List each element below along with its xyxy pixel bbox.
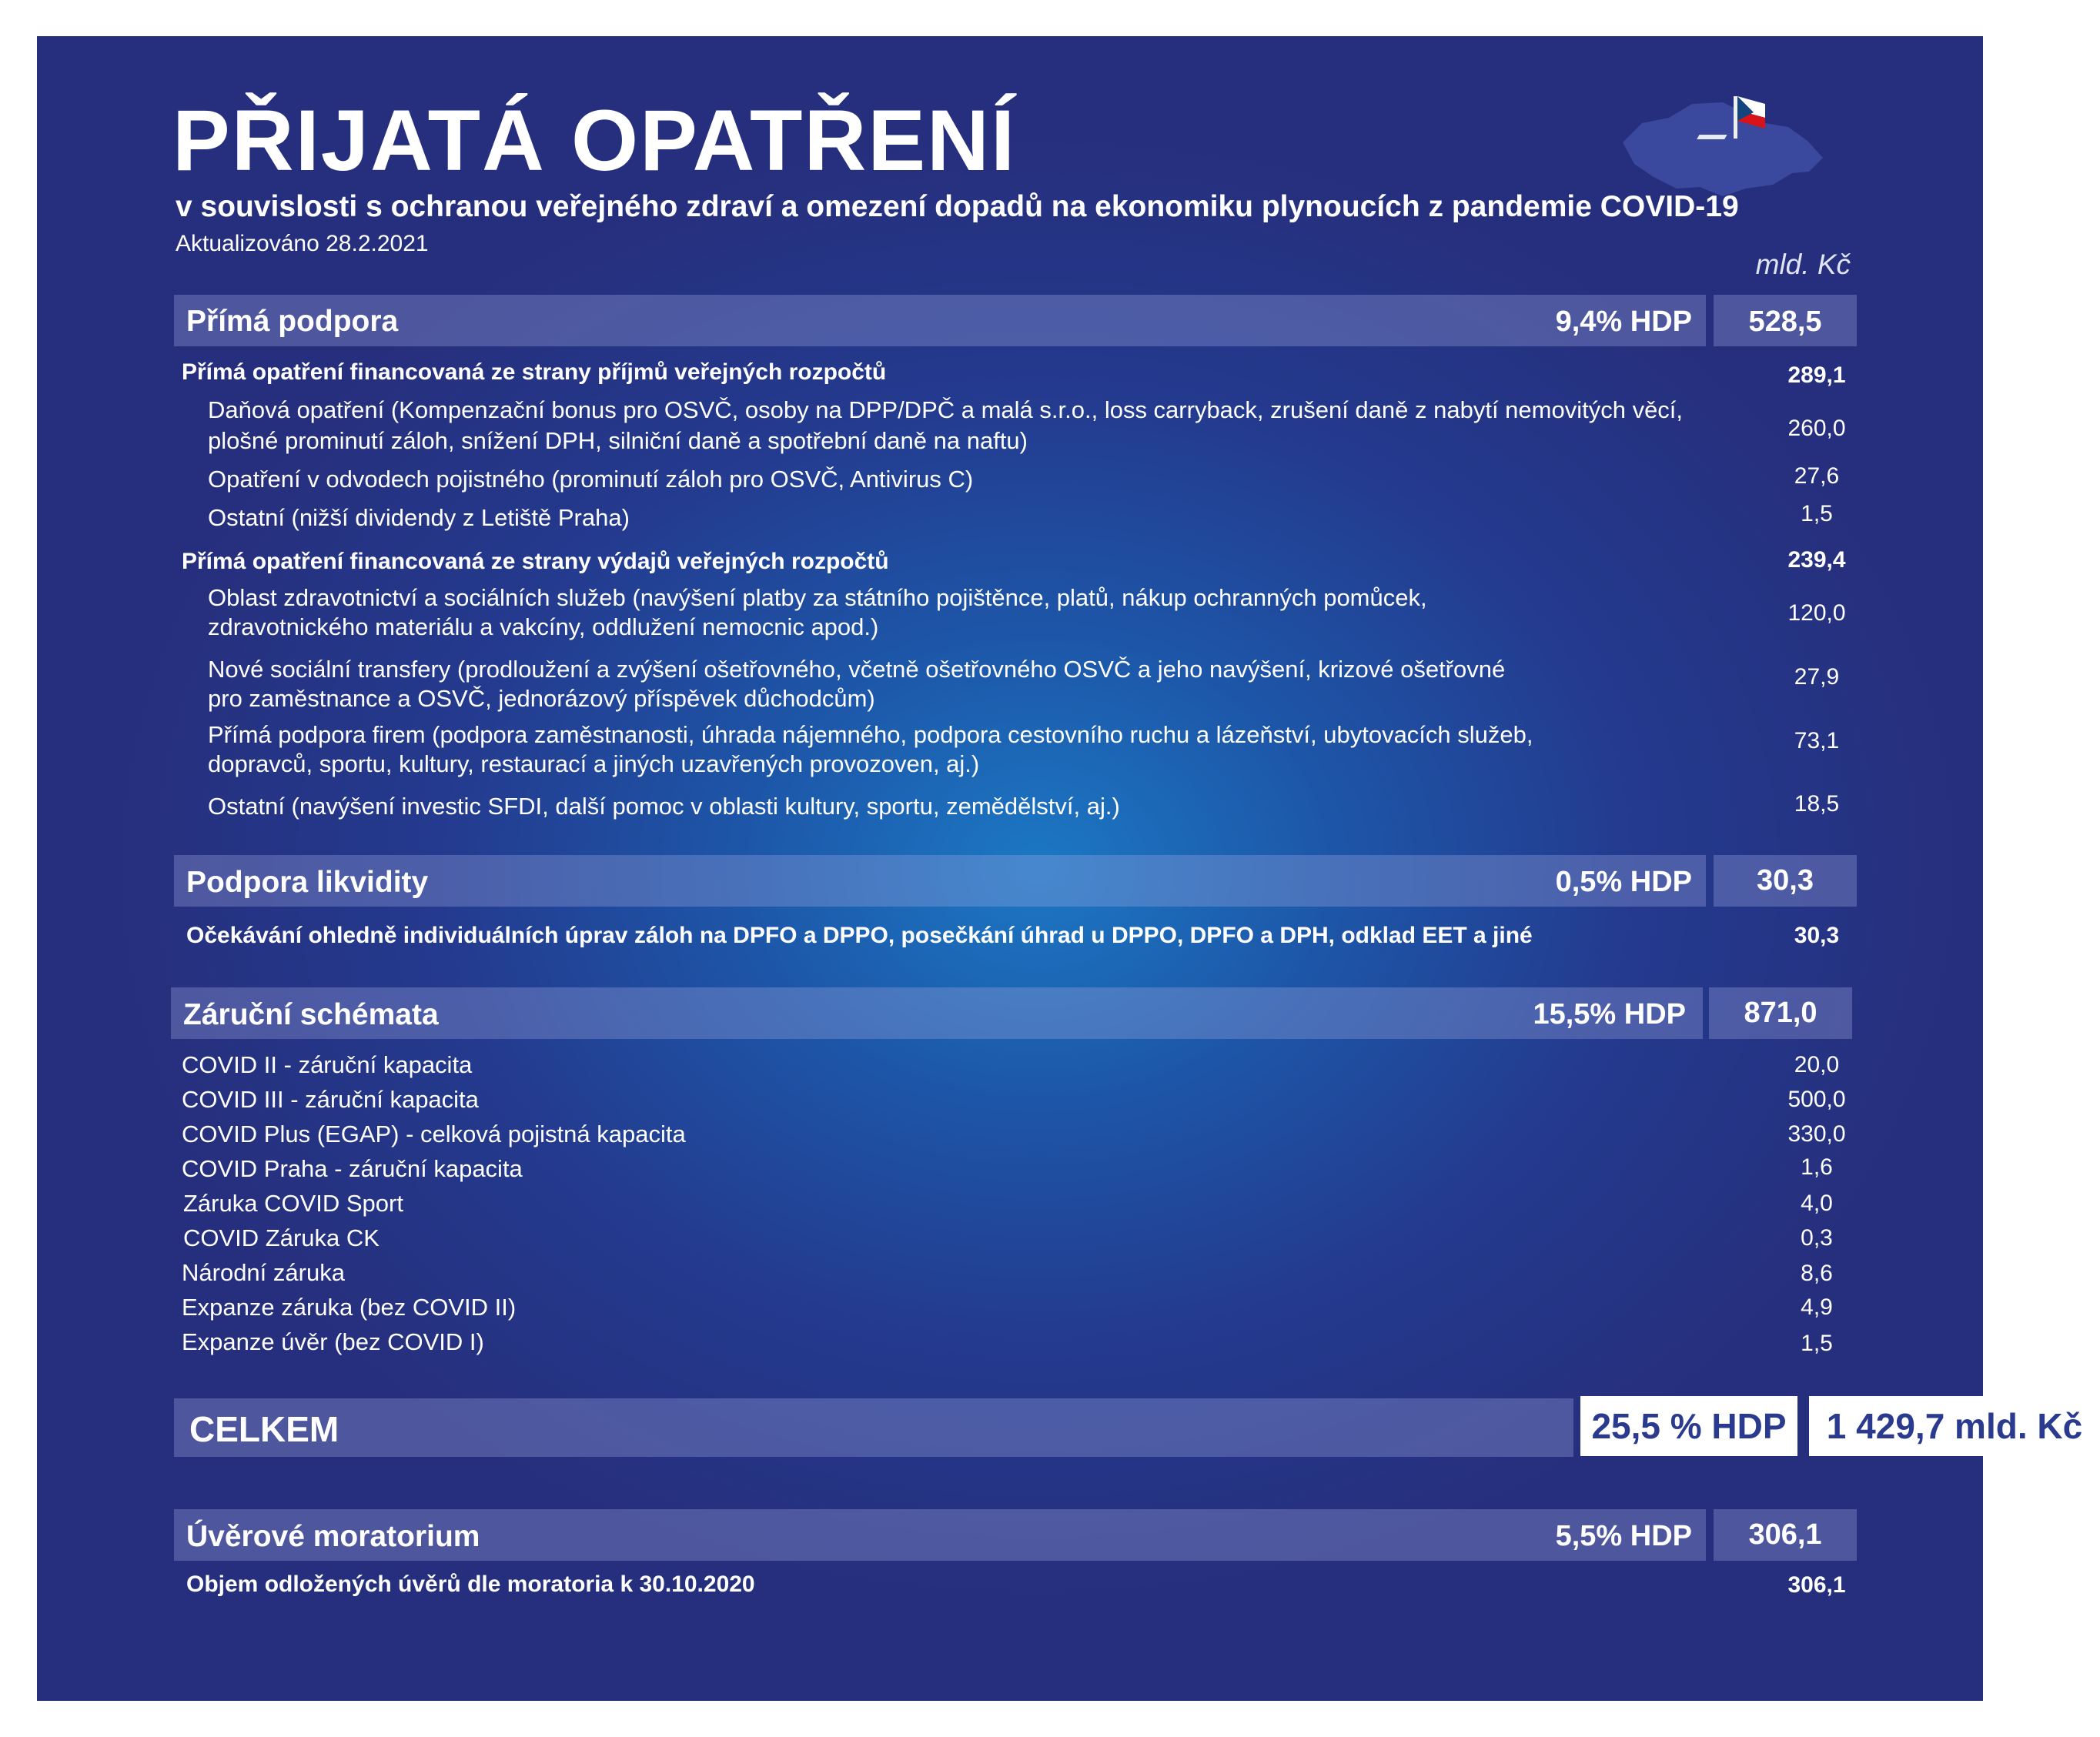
liquidity-value: 30,3: [1757, 864, 1814, 897]
guarantee-item-label: COVID II - záruční kapacita: [182, 1051, 473, 1078]
moratorium-title: Úvěrové moratorium: [186, 1520, 480, 1553]
liquidity-title: Podpora likvidity: [186, 866, 429, 899]
guarantees-title: Záruční schémata: [183, 998, 439, 1031]
guarantee-item-value: 1,6: [1801, 1154, 1833, 1180]
guarantees-hdp: 15,5% HDP: [1533, 998, 1686, 1031]
revenue-item-line: Ostatní (nižší dividendy z Letiště Praha): [208, 504, 630, 531]
total-title: CELKEM: [189, 1409, 339, 1449]
guarantee-item-label: COVID Záruka CK: [183, 1224, 380, 1251]
total-value-box: 1 429,7 mld. Kč: [1809, 1396, 2100, 1456]
expense-item-value: 18,5: [1794, 791, 1840, 817]
revenue-item-value: 260,0: [1787, 416, 1846, 441]
expense-item-line: dopravců, sportu, kultury, restaurací a jiných uzavřených provozoven, aj.): [208, 750, 980, 777]
guarantee-item-label: COVID Plus (EGAP) - celková pojistná kapacita: [182, 1121, 686, 1147]
revenue-item-value: 27,6: [1794, 463, 1840, 489]
revenue-group-value: 289,1: [1787, 362, 1846, 388]
guarantee-item-value: 4,9: [1801, 1294, 1833, 1320]
moratorium-hdp: 5,5% HDP: [1555, 1520, 1692, 1552]
page-subtitle: v souvislosti s ochranou veřejného zdraví a omezení dopadů na ekonomiku plynoucích z pandemie COVID-19: [176, 190, 1739, 223]
guarantee-item-label: Záruka COVID Sport: [183, 1190, 403, 1217]
guarantee-item-label: Národní záruka: [182, 1259, 345, 1286]
revenue-item-line: Opatření v odvodech pojistného (prominutí záloh pro OSVČ, Antivirus C): [208, 466, 974, 493]
liquidity-item-value: 30,3: [1794, 923, 1840, 948]
expense-group-label: Přímá opatření financovaná ze strany výdajů veřejných rozpočtů: [182, 549, 889, 574]
expense-item-line: pro zaměstnance a OSVČ, jednorázový příspěvek důchodcům): [208, 685, 875, 712]
czech-map-icon: [1607, 81, 1831, 212]
guarantee-item-label: Expanze úvěr (bez COVID I): [182, 1328, 484, 1355]
expense-item-line: Přímá podpora firem (podpora zaměstnanosti, úhrada nájemného, podpora cestovního ruchu a lázeňství, ubytovacích služeb,: [208, 721, 1533, 748]
total-bar: [174, 1398, 1573, 1457]
guarantee-item-value: 1,5: [1801, 1331, 1833, 1356]
expense-item-line: zdravotnického materiálu a vakcíny, oddlužení nemocnic apod.): [208, 613, 879, 640]
page-title: PŘIJATÁ OPATŘENÍ: [172, 92, 1017, 189]
moratorium-item-value: 306,1: [1787, 1572, 1846, 1598]
revenue-item-line: plošné prominutí záloh, snížení DPH, silniční daně a spotřební daně na naftu): [208, 427, 1028, 454]
infographic-panel: [37, 36, 2083, 1701]
revenue-item-line: Daňová opatření (Kompenzační bonus pro OSVČ, osoby na DPP/DPČ a malá s.r.o., loss carryback, zrušení daně z nabytí nemovitých věcí,: [208, 396, 1684, 423]
expense-item-value: 120,0: [1787, 600, 1846, 626]
update-date: Aktualizováno 28.2.2021: [176, 231, 429, 256]
guarantees-value: 871,0: [1744, 997, 1817, 1029]
expense-item-line: Oblast zdravotnictví a sociálních služeb (navýšení platby za státního pojištěnce, platů, nákup ochranných pomůcek,: [208, 584, 1427, 611]
guarantee-item-value: 330,0: [1787, 1121, 1846, 1147]
guarantee-item-label: COVID Praha - záruční kapacita: [182, 1155, 523, 1182]
guarantee-item-value: 20,0: [1794, 1052, 1840, 1077]
guarantee-item-label: Expanze záruka (bez COVID II): [182, 1294, 517, 1321]
guarantee-item-value: 8,6: [1801, 1261, 1833, 1286]
unit-label: mld. Kč: [1755, 249, 1851, 280]
expense-item-line: Nové sociální transfery (prodloužení a zvýšení ošetřovného, včetně ošetřovného OSVČ a jeho navýšení, krizové ošetřovné: [208, 656, 1506, 683]
direct-support-title: Přímá podpora: [186, 305, 399, 338]
expense-item-value: 73,1: [1794, 728, 1840, 753]
expense-group-value: 239,4: [1787, 547, 1846, 573]
liquidity-item-label: Očekávání ohledně individuálních úprav záloh na DPFO a DPPO, posečkání úhrad u DPPO, DPFO a DPH, odklad EET a jiné: [186, 923, 1533, 948]
expense-item-value: 27,9: [1794, 664, 1840, 690]
total-hdp-box: 25,5 % HDP: [1580, 1396, 1797, 1456]
guarantee-item-label: COVID III - záruční kapacita: [182, 1086, 479, 1113]
liquidity-hdp: 0,5% HDP: [1555, 866, 1692, 898]
guarantee-item-value: 0,3: [1801, 1225, 1833, 1251]
revenue-item-value: 1,5: [1801, 501, 1833, 526]
direct-support-hdp: 9,4% HDP: [1555, 306, 1692, 338]
direct-support-value: 528,5: [1748, 306, 1822, 338]
guarantee-item-value: 4,0: [1801, 1191, 1833, 1216]
guarantee-item-value: 500,0: [1787, 1087, 1846, 1112]
revenue-group-label: Přímá opatření financovaná ze strany příjmů veřejných rozpočtů: [182, 359, 887, 385]
moratorium-item-label: Objem odložených úvěrů dle moratoria k 30.10.2020: [186, 1572, 755, 1597]
expense-item-line: Ostatní (navýšení investic SFDI, další pomoc v oblasti kultury, sportu, zemědělství, aj.): [208, 793, 1120, 820]
moratorium-value: 306,1: [1748, 1518, 1822, 1551]
